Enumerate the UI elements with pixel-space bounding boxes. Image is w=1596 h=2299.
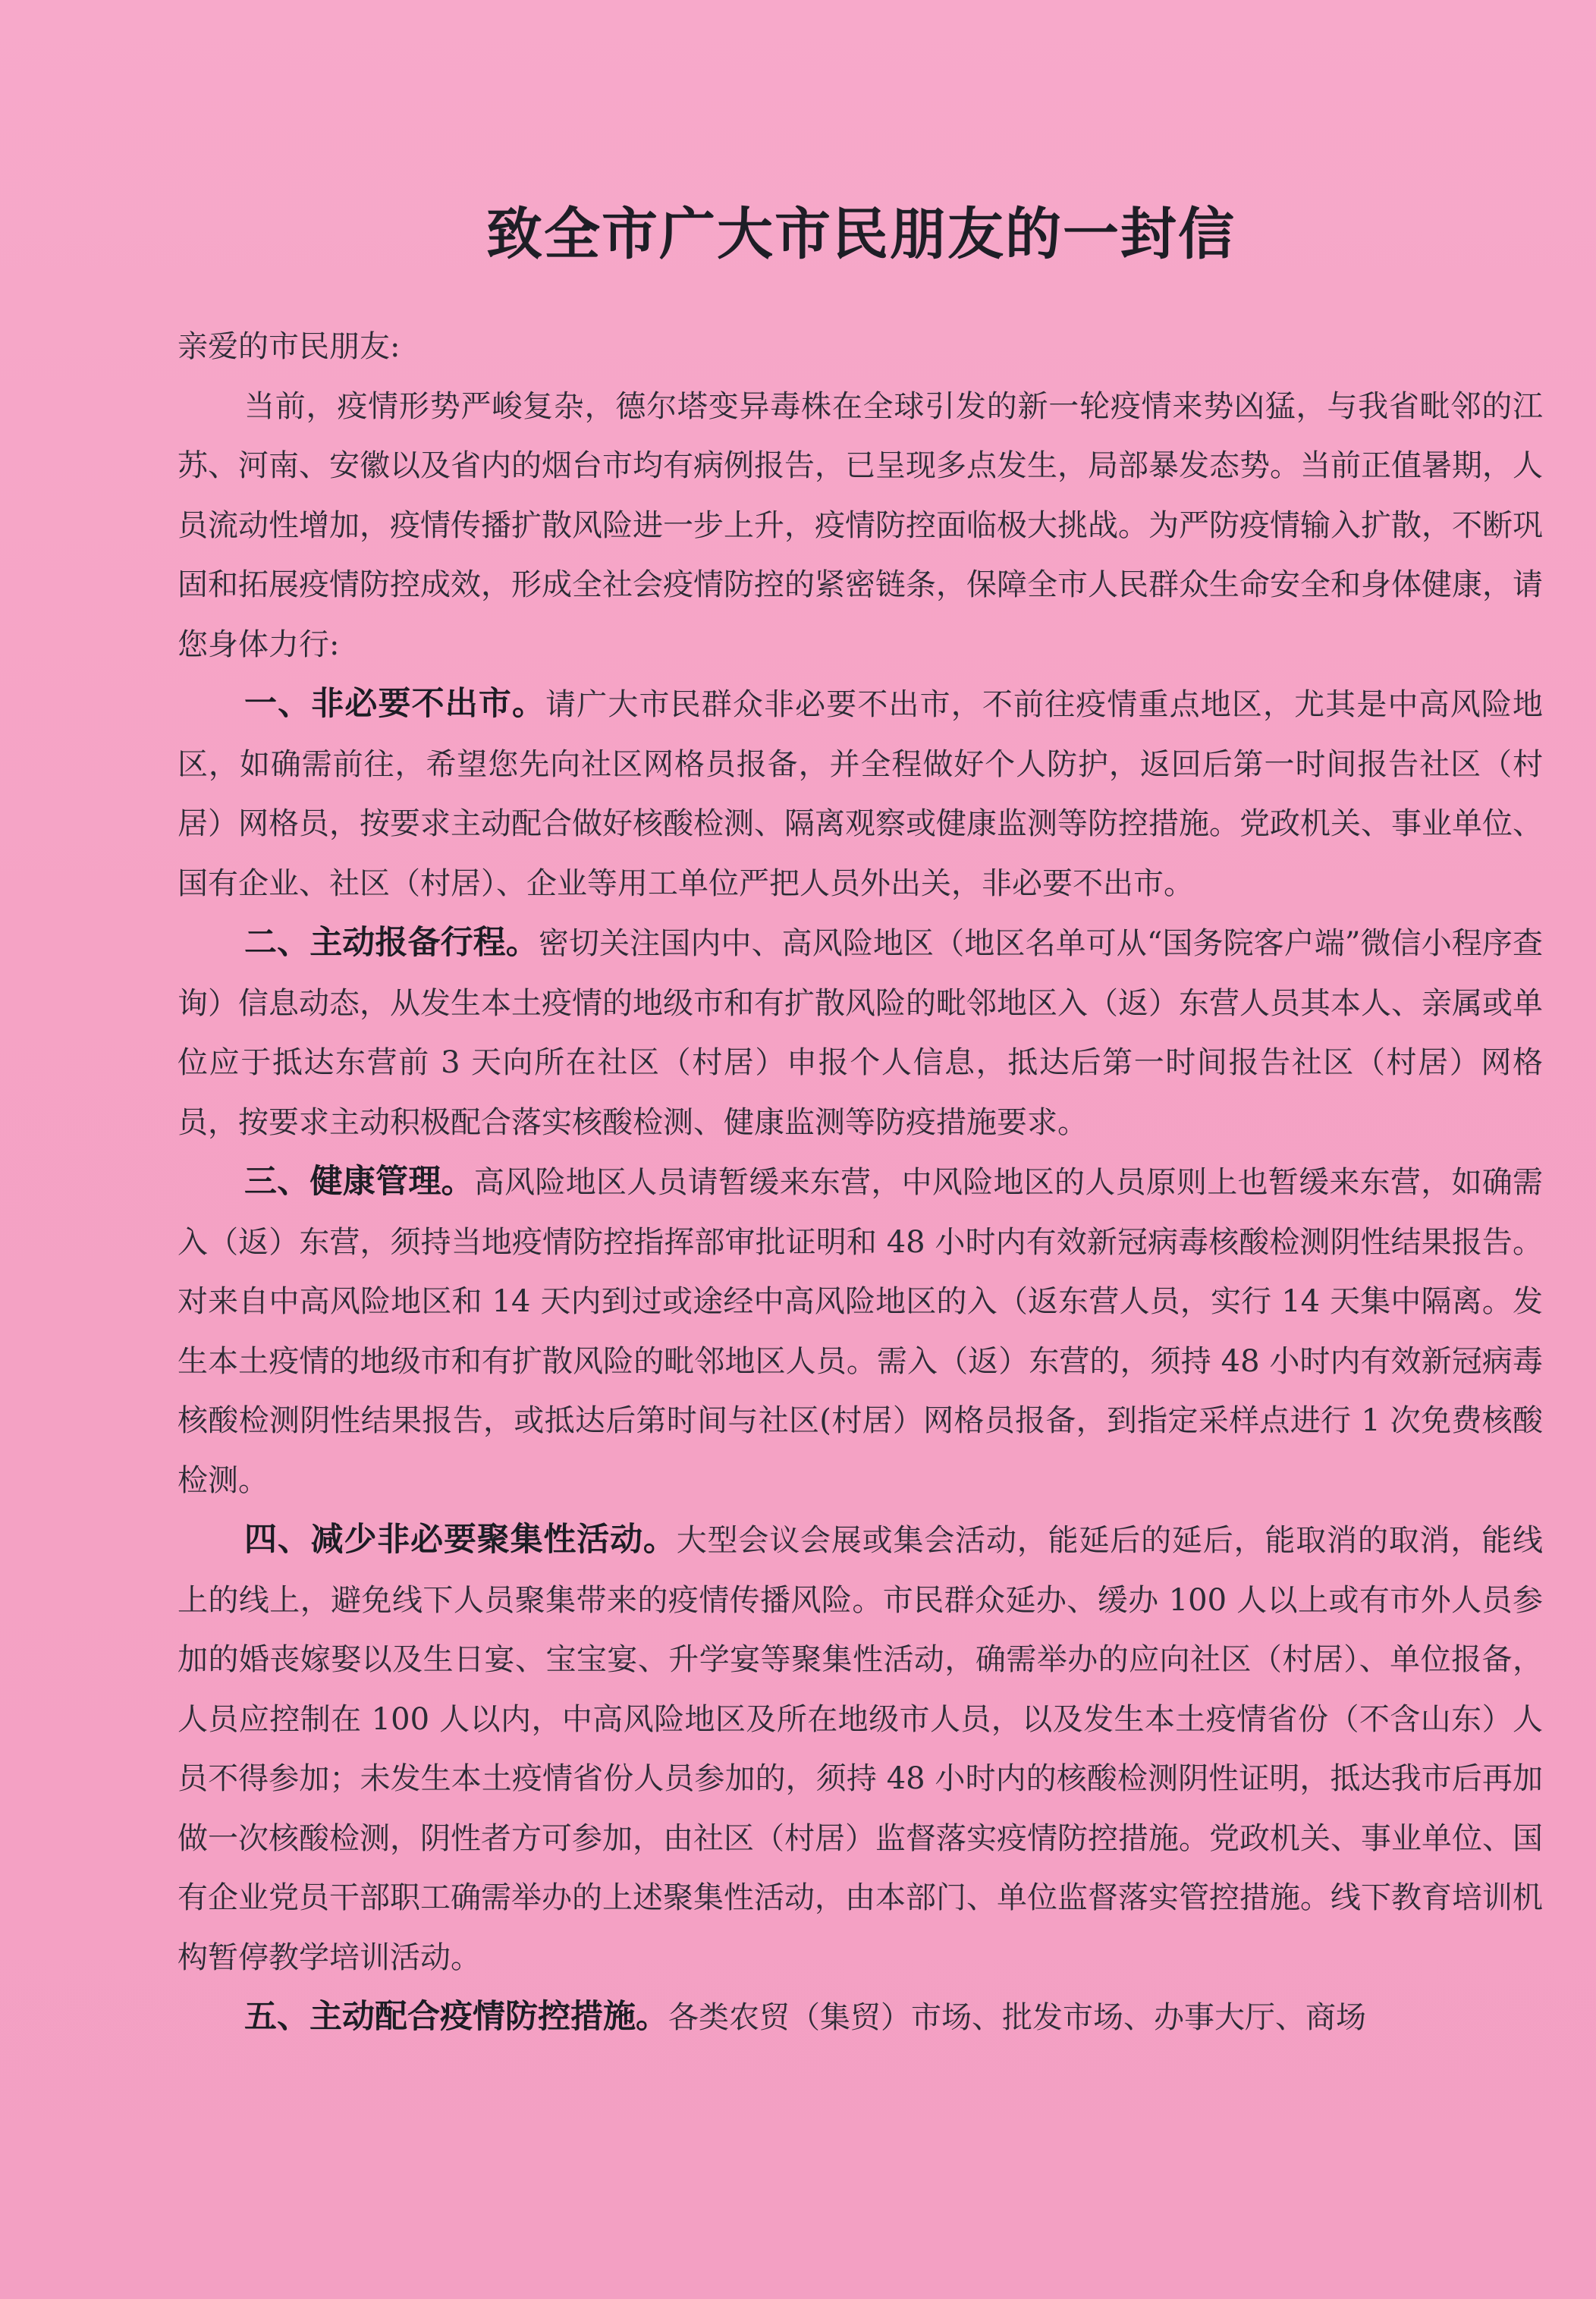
section-4-text: 大型会议会展或集会活动，能延后的延后，能取消的取消，能线上的线上，避免线下人员聚集带来的疫情传播风险。市民群众延办、缓办 100 人以上或有市外人员参加的婚丧嫁娶以及生日宴、宝宝宴、升学宴等聚集性活动，确需举办的应向社区（村居）、单位报备，人员应控制在 100 人以内，中高风险地区及所在地级市人员，以及发生本土疫情省份（不含山东）人员不得参加；未发生本土疫情省份人员参加的，须持 48 小时内的核酸检测阴性证明，抵达我市后再加做一次核酸检测，阴性者方可参加，由社区（村居）监督落实疫情防控措施。党政机关、事业单位、国有企业党员干部职工确需举办的上述聚集性活动，由本部门、单位监督落实管控措施。线下教育培训机构暂停教学培训活动。 [178,1523,1544,1975]
section-2-text: 密切关注国内中、高风险地区（地区名单可从“国务院客户端”微信小程序查询）信息动态，从发生本土疫情的地级市和有扩散风险的毗邻地区入（返）东营人员其本人、亲属或单位应于抵达东营前 3 天向所在社区（村居）申报个人信息，抵达后第一时间报告社区（村居）网格员，按要求主动积极配合落实核酸检测、健康监测等防疫措施要求。 [178,926,1544,1140]
section-1-text: 请广大市民群众非必要不出市，不前往疫情重点地区，尤其是中高风险地区，如确需前往，希望您先向社区网格员报备，并全程做好个人防护，返回后第一时间报告社区（村居）网格员，按要求主动配合做好核酸检测、隔离观察或健康监测等防控措施。党政机关、事业单位、国有企业、社区（村居）、企业等用工单位严把人员外出关，非必要不出市。 [178,687,1543,901]
section-1 [178,674,1543,913]
section-3-heading: 三、健康管理。 [244,1163,474,1201]
section-3-text: 高风险地区人员请暂缓来东营，中风险地区的人员原则上也暂缓来东营，如确需入（返）东营，须持当地疫情防控指挥部审批证明和 48 小时内有效新冠病毒核酸检测阴性结果报告。对来自中高风险地区和 14 天内到过或途经中高风险地区的入（返东营人员，实行 14 天集中隔离。发生本土疫情的地级市和有扩散风险的毗邻地区人员。需入（返）东营的，须持 48 小时内有效新冠病毒核酸检测阴性结果报告，或抵达后第时间与社区(村居）网格员报备，到指定采样点进行 1 次免费核酸检测。 [178,1165,1544,1498]
section-4 [178,1510,1543,1987]
section-1-heading: 一、非必要不出市。 [244,685,546,723]
letter-body [178,317,1543,2048]
section-4-heading: 四、减少非必要聚集性活动。 [244,1521,677,1559]
intro-paragraph: 当前，疫情形势严峻复杂，德尔塔变异毒株在全球引发的新一轮疫情来势凶猛，与我省毗邻的江苏、河南、安徽以及省内的烟台市均有病例报告，已呈现多点发生，局部暴发态势。当前正值暑期，人员流动性增加，疫情传播扩散风险进一步上升，疫情防控面临极大挑战。为严防疫情输入扩散，不断巩固和拓展疫情防控成效，形成全社会疫情防控的紧密链条，保障全市人民群众生命安全和身体健康，请您身体力行: [178,388,1543,662]
section-2-heading: 二、主动报备行程。 [244,924,539,962]
salutation: 亲爱的市民朋友: [178,329,401,364]
section-3 [178,1152,1543,1510]
section-5 [178,1987,1543,2048]
letter-title: 致全市广大市民朋友的一封信 [486,202,1236,267]
section-5-text: 各类农贸（集贸）市场、批发市场、办事大厅、商场 [668,2000,1366,2035]
section-2 [178,913,1543,1152]
section-5-heading: 五、主动配合疫情防控措施。 [244,1998,668,2036]
